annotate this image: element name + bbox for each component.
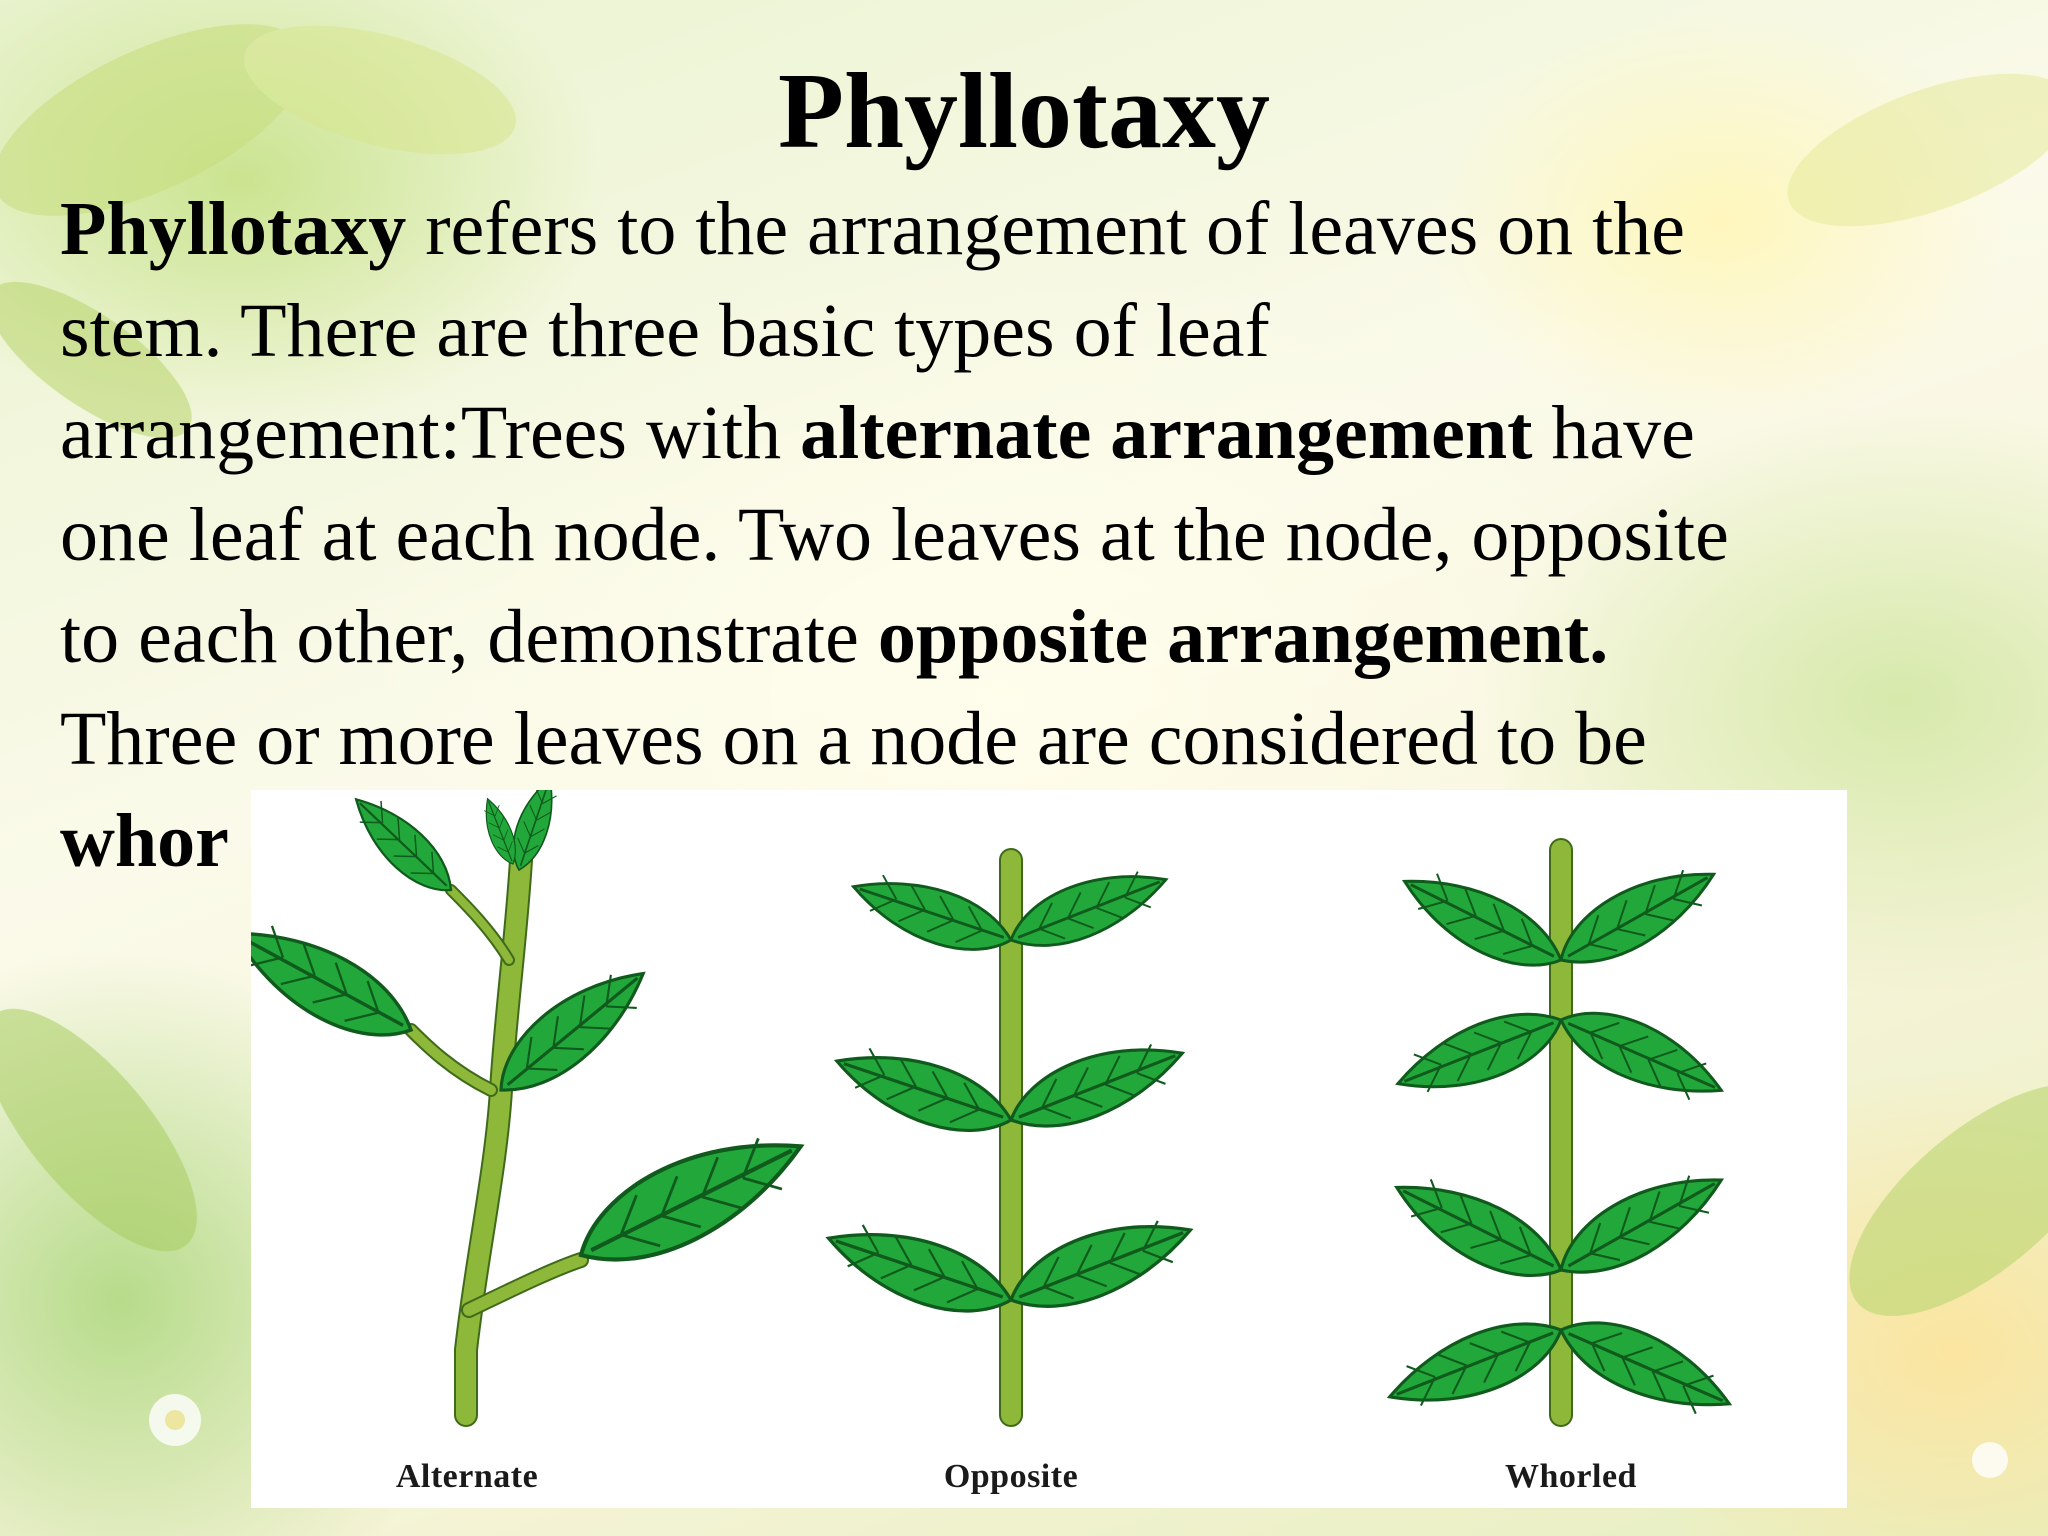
body-line	[60, 586, 2020, 688]
slide-title: Phyllotaxy	[777, 52, 1270, 171]
stem	[451, 890, 509, 960]
bold-term: alternate arrangement	[800, 391, 1533, 475]
leaf-midrib	[505, 978, 640, 1085]
leaf	[1546, 1155, 1735, 1292]
label-alternate: Alternate	[395, 1458, 539, 1495]
bold-term: opposite arrangement.	[877, 595, 1609, 679]
stem	[411, 1030, 491, 1090]
body-line	[60, 280, 2020, 382]
label-whorled: Whorled	[1505, 1458, 1637, 1495]
body-line	[60, 178, 2020, 280]
leaf	[342, 790, 464, 906]
leaf	[827, 1033, 1019, 1150]
leaf	[1547, 851, 1727, 982]
leaf	[999, 1202, 1201, 1325]
body-text-segment: arrangement:Trees with	[60, 391, 801, 475]
leaf	[1384, 1161, 1573, 1298]
leaf	[563, 1113, 818, 1286]
body-text-segment: have	[1532, 391, 1695, 475]
leaf	[251, 905, 425, 1060]
leaf	[819, 1209, 1021, 1332]
body-line	[60, 382, 2020, 484]
leaf	[1380, 1306, 1572, 1423]
leaf	[1388, 997, 1571, 1109]
leaf	[1551, 992, 1733, 1116]
phyllotaxy-figure	[251, 790, 1847, 1508]
leaf-blade	[342, 790, 464, 906]
leaf	[1000, 1027, 1192, 1144]
body-line	[60, 484, 2020, 586]
body-text-segment: Three or more leaves on a node are considered to be	[60, 697, 1647, 781]
body-paragraph	[60, 178, 2020, 892]
label-opposite: Opposite	[943, 1458, 1079, 1495]
body-text-segment: to each other, demonstrate	[60, 595, 878, 679]
bold-term: whor	[60, 799, 229, 883]
leaf	[1392, 856, 1572, 987]
leaf	[1001, 856, 1175, 962]
leaf-blade	[251, 905, 425, 1060]
body-line	[60, 688, 2020, 790]
leaf	[1550, 1301, 1741, 1431]
bold-term: Phyllotaxy	[60, 187, 407, 271]
leaf-arrangement-illustration	[251, 790, 1847, 1508]
body-text-segment: stem. There are three basic types of leaf	[60, 289, 1270, 373]
body-text-segment: one leaf at each node. Two leaves at the node, opposite	[60, 493, 1729, 577]
leaf	[845, 861, 1019, 967]
body-text-segment: refers to the arrangement of leaves on the	[406, 187, 1685, 271]
